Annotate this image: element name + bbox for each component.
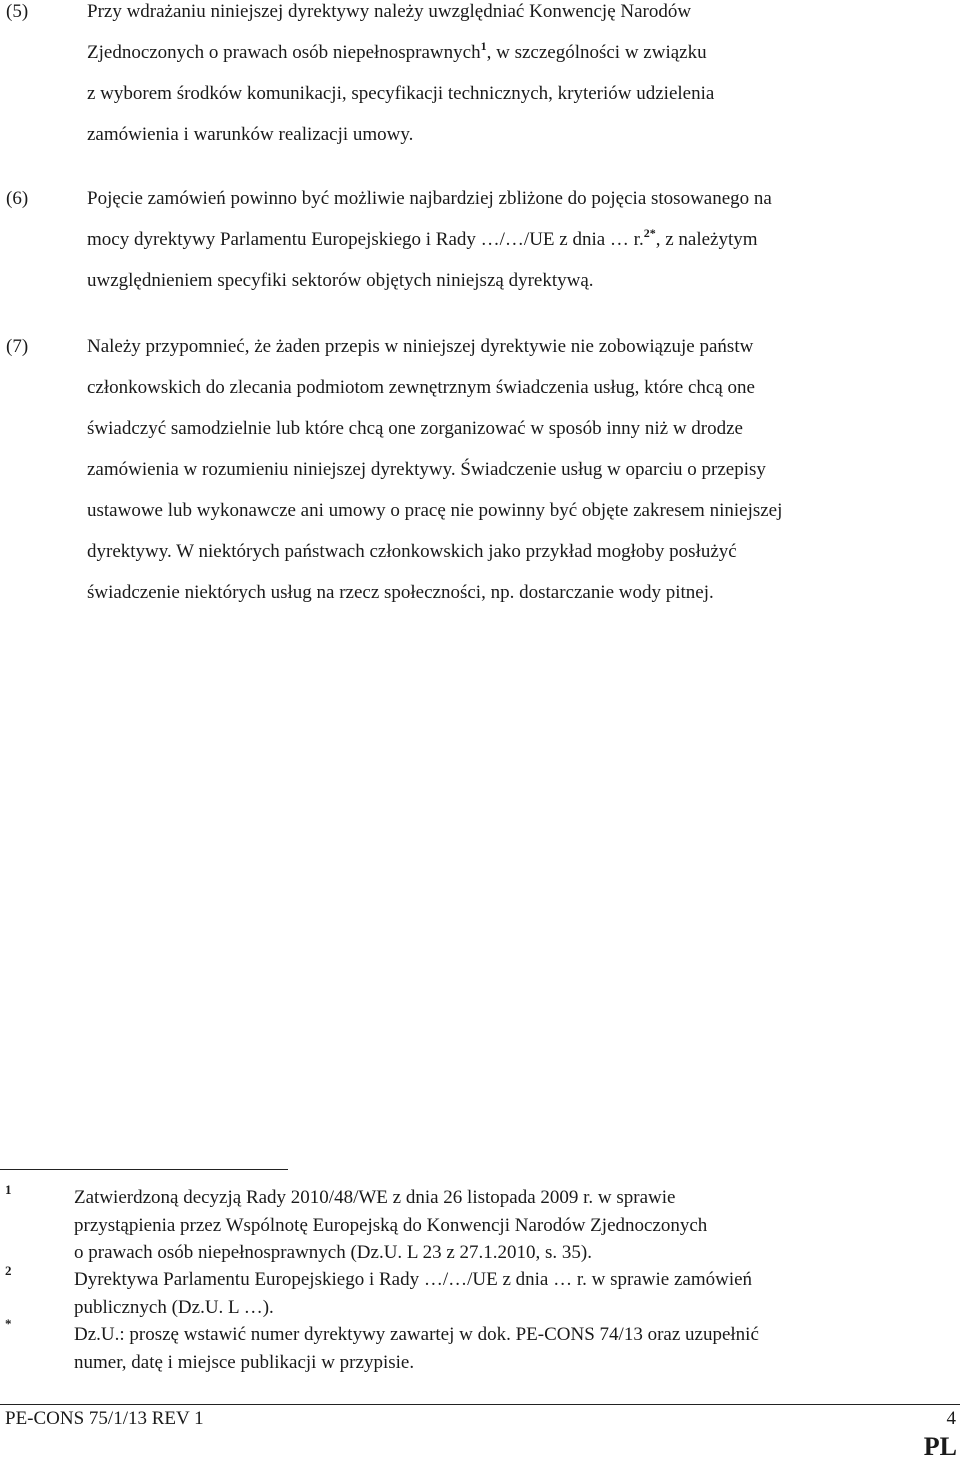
page-number: 4 xyxy=(946,1408,956,1429)
paragraph-line: zamówienia i warunków realizacji umowy. xyxy=(87,124,414,145)
footnote-mark: 1 xyxy=(5,1182,12,1197)
line-text: , z należytym xyxy=(655,229,758,250)
footnote-mark: 2 xyxy=(5,1263,12,1278)
line-text: mocy dyrektywy Parlamentu Europejskiego i Rady …/…/UE z dnia … r. xyxy=(87,229,644,250)
footnote-line: publicznych (Dz.U. L …). xyxy=(74,1296,274,1318)
paragraph-line: świadczyć samodzielnie lub które chcą one zorganizować w sposób inny niż w drodze xyxy=(87,418,743,439)
paragraph-body xyxy=(87,326,782,613)
footer-separator xyxy=(0,1404,960,1405)
paragraph-line: członkowskich do zlecania podmiotom zewnętrznym świadczenia usług, które chcą one xyxy=(87,377,755,398)
footnote-line: przystąpienia przez Wspólnotę Europejską do Konwencji Narodów Zjednoczonych xyxy=(74,1214,708,1236)
paragraph-body xyxy=(87,178,772,301)
paragraph-line: dyrektywy. W niektórych państwach członkowskich jako przykład mogłoby posłużyć xyxy=(87,541,737,562)
paragraph-number: (5) xyxy=(6,1,29,22)
language-code: PL xyxy=(923,1432,957,1461)
line-text: , w szczególności w związku xyxy=(486,42,707,63)
paragraph-line: Pojęcie zamówień powinno być możliwie najbardziej zbliżone do pojęcia stosowanego na xyxy=(87,188,772,209)
paragraph-line xyxy=(87,32,714,73)
line-text: Zjednoczonych o prawach osób niepełnosprawnych xyxy=(87,42,481,63)
document-reference: PE-CONS 75/1/13 REV 1 xyxy=(5,1408,204,1429)
footnote-line: Zatwierdzoną decyzją Rady 2010/48/WE z dnia 26 listopada 2009 r. w sprawie xyxy=(74,1187,676,1208)
paragraph-line: uwzględnieniem specyfiki sektorów objętych niniejszą dyrektywą. xyxy=(87,270,594,291)
paragraph-line: świadczenie niektórych usług na rzecz społeczności, np. dostarczanie wody pitnej. xyxy=(87,582,714,603)
footnote-separator xyxy=(0,1169,288,1170)
footnote-1 xyxy=(74,1184,707,1267)
paragraph-body xyxy=(87,0,714,155)
footnote-line: numer, datę i miejsce publikacji w przypisie. xyxy=(74,1351,415,1373)
paragraph-line: zamówienia w rozumieniu niniejszej dyrektywy. Świadczenie usług w oparciu o przepisy xyxy=(87,459,766,480)
footnote-ref[interactable]: 1 xyxy=(480,39,487,53)
paragraph-line: Przy wdrażaniu niniejszej dyrektywy należy uwzględniać Konwencję Narodów xyxy=(87,1,692,22)
footnote-2 xyxy=(74,1266,752,1321)
footnote-line: o prawach osób niepełnosprawnych (Dz.U. L 23 z 27.1.2010, s. 35). xyxy=(74,1242,592,1263)
paragraph-line xyxy=(87,219,772,260)
paragraph-line: ustawowe lub wykonawcze ani umowy o pracę nie powinny być objęte zakresem niniejszej xyxy=(87,500,783,521)
footnote-asterisk xyxy=(74,1321,759,1376)
footnote-line: Dyrektywa Parlamentu Europejskiego i Rady …/…/UE z dnia … r. w sprawie zamówień xyxy=(74,1269,753,1290)
footnote-ref[interactable]: 2* xyxy=(643,226,656,240)
paragraph-line: z wyborem środków komunikacji, specyfikacji technicznych, kryteriów udzielenia xyxy=(87,83,715,104)
paragraph-number: (7) xyxy=(6,336,29,357)
paragraph-line: Należy przypomnieć, że żaden przepis w niniejszej dyrektywie nie zobowiązuje państw xyxy=(87,336,754,357)
footnote-line: Dz.U.: proszę wstawić numer dyrektywy zawartej w dok. PE-CONS 74/13 oraz uzupełnić xyxy=(74,1324,759,1345)
paragraph-number: (6) xyxy=(6,188,29,209)
footnote-mark: * xyxy=(5,1316,12,1331)
